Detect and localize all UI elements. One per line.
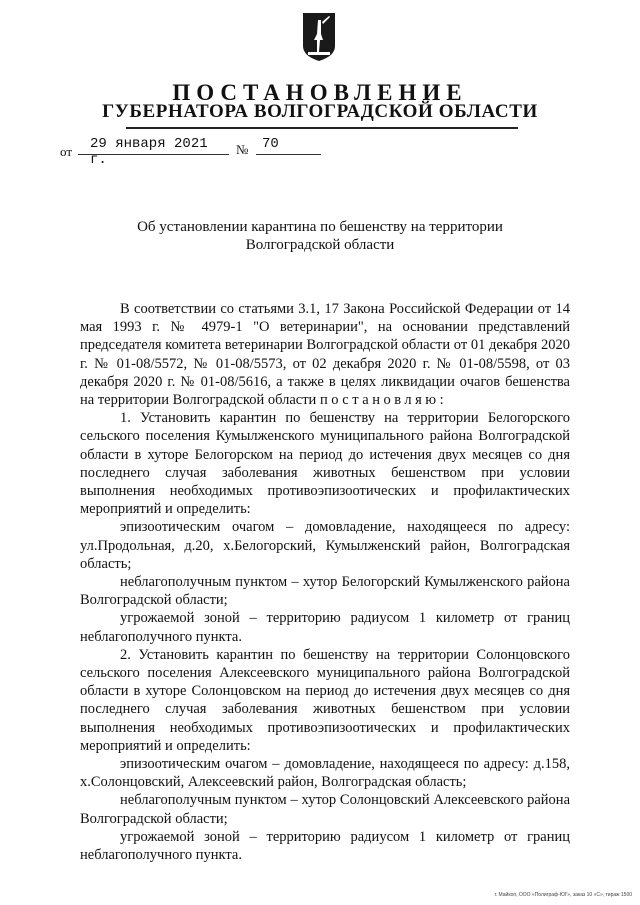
subject-line-1: Об установлении карантина по бешенству на территории bbox=[137, 219, 503, 235]
coat-of-arms-icon bbox=[302, 12, 336, 62]
print-imprint: г. Майкоп, ООО «Полиграф-ЮГ», заказ 10 «С», тираж 1500 bbox=[494, 892, 632, 898]
paragraph-2a: эпизоотическим очагом – домовладение, находящееся по адресу: д.158, х.Солонцовский, Алексеевский район, Волгоградская область; bbox=[80, 756, 570, 791]
number-sign: № bbox=[236, 142, 249, 157]
decree-subject bbox=[100, 218, 540, 254]
decree-date: 29 января 2021 г. bbox=[78, 136, 229, 155]
paragraph-1b: неблагополучным пунктом – хутор Белогорский Кумылженского района Волгоградской области; bbox=[80, 574, 570, 609]
document-title: ПОСТАНОВЛЕНИЕ bbox=[172, 80, 468, 105]
paragraph-2b: неблагополучным пунктом – хутор Солонцовский Алексеевского района Волгоградской области; bbox=[80, 792, 570, 827]
paragraph-1: 1. Установить карантин по бешенству на территории Белогорского сельского поселения Кумылженского муниципального района Волгоградской области в хуторе Белогорском на период до истечения двух месяцев со дня последнего случая заболевания животных бешенством при условии выполнения необходимых противоэпизоотических и профилактических мероприятий и определить: bbox=[80, 410, 570, 518]
date-prefix: от bbox=[60, 144, 73, 159]
document-subtitle: ГУБЕРНАТОРА ВОЛГОГРАДСКОЙ ОБЛАСТИ bbox=[102, 101, 538, 122]
decree-body bbox=[80, 300, 570, 864]
paragraph-1c: угрожаемой зоной – территорию радиусом 1 километр от границ неблагополучного пункта. bbox=[80, 610, 570, 645]
dateline bbox=[0, 136, 640, 168]
paragraph-2: 2. Установить карантин по бешенству на территории Солонцовского сельского поселения Алексеевского муниципального района Волгоградской области в хуторе Солонцовском на период до истечения двух месяцев со дня последнего случая заболевания животных бешенством при условии выполнения необходимых противоэпизоотических и профилактических мероприятий и определить: bbox=[80, 646, 570, 754]
preamble-text: В соответствии со статьями 3.1, 17 Закона Российской Федерации от 14 мая 1993 г. № 4979-1 "О ветеринарии", на основании представлений председателя комитета ветеринарии Волгоградской области от 01 декабря 2020 г. № 01-08/5572, № 01-08/5573, от 02 декабря 2020 г. № 01-08/5598, от 03 декабря 2020 г. № 01-08/5616, а также в целях ликвидации очагов бешенства на территории Волгоградской области bbox=[80, 301, 570, 409]
paragraph-1a: эпизоотическим очагом – домовладение, находящееся по адресу: ул.Продольная, д.20, х.Белогорский, Кумылженский район, Волгоградская область; bbox=[80, 519, 570, 572]
title-rule bbox=[126, 127, 518, 129]
decree-number: 70 bbox=[256, 136, 321, 155]
preamble-paragraph bbox=[80, 300, 570, 409]
subject-line-2: Волгоградской области bbox=[245, 237, 395, 253]
paragraph-2c: угрожаемой зоной – территорию радиусом 1 километр от границ неблагополучного пункта. bbox=[80, 828, 570, 864]
postanovlyayu-word: постановляю: bbox=[319, 392, 448, 409]
